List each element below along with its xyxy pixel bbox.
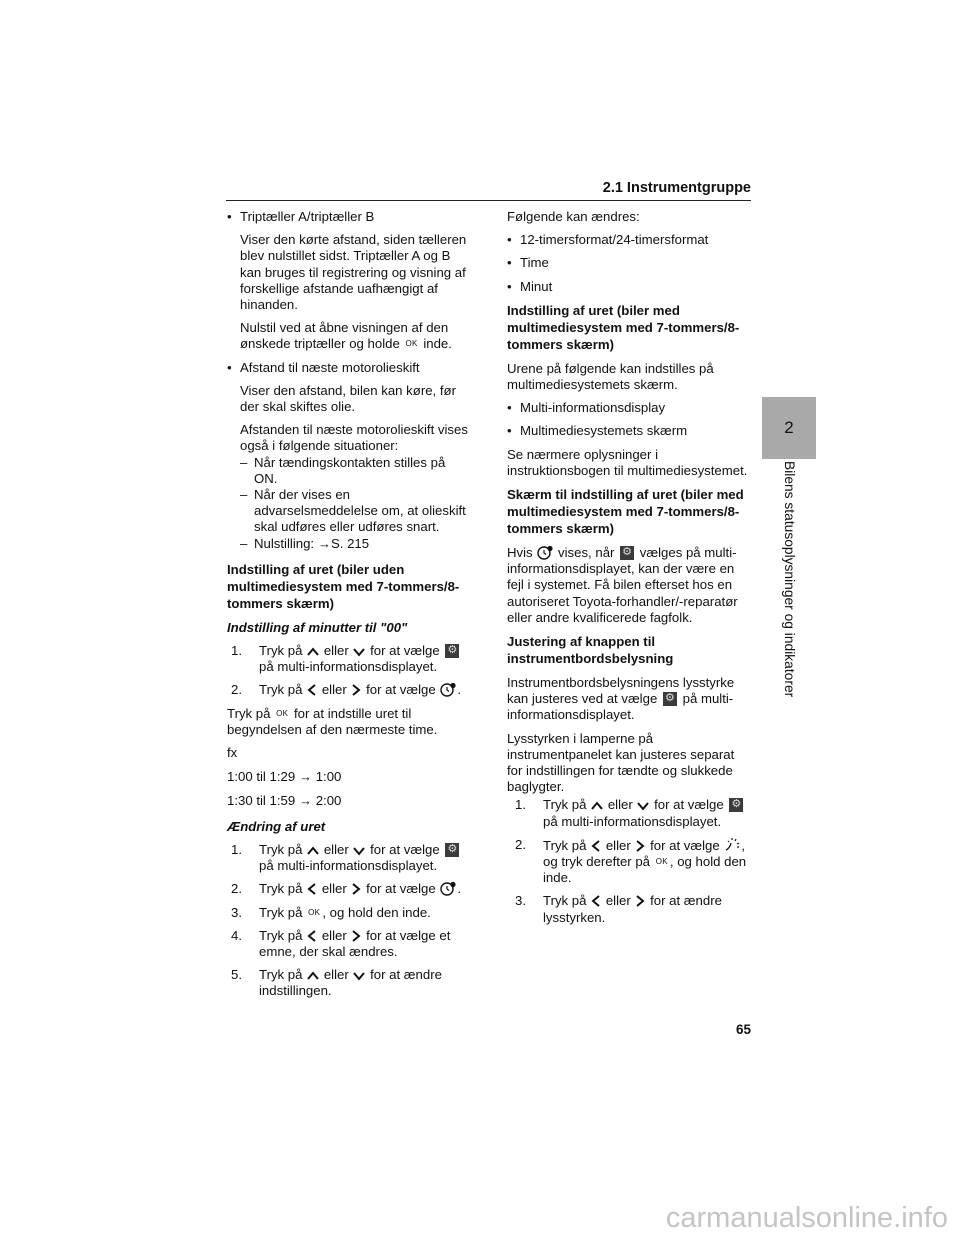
chapter-number: 2 [784,418,794,437]
step-item: 1. Tryk på eller for at vælge ⚙ på multi-informationsdisplayet. [511,797,752,829]
fault-text: Hvis vises, når ⚙ vælges på multi-informationsdisplayet, kan der være en fejl i systemet. Få bilen efterset hos en autoriseret Toyota-forhandler/-reparatør eller andre kvalificerede fagfolk. [507,545,752,626]
ok-icon: OK [405,339,418,349]
settings-gear-icon [620,546,634,560]
chevron-right-icon [350,929,362,943]
page-number: 65 [735,1022,751,1037]
settings-gear-icon [445,644,459,658]
bullet-oil: • Afstand til næste motorolieskift [227,360,472,376]
section-header: 2.1 Instrumentgruppe [602,180,751,196]
list-item: • Multimediesystemets skærm [507,423,752,439]
lighting-separate-text: Lysstyrken i lamperne på instrumentpanelet kan justeres separat for indstillingen for tændte og slukkede baglygter. [507,730,735,795]
chevron-up-icon [306,970,320,982]
chevron-up-icon [306,845,320,857]
step-item: 3. Tryk på OK , og hold den inde. [231,904,431,920]
subheading-minutes: Indstilling af minutter til "00" [227,619,408,635]
step-item: 4. Tryk på eller for at vælge et emne, der skal ændres. [231,927,451,959]
watermark: carmanualsonline.info [665,1202,948,1234]
ok-instruction: Tryk på OK for at indstille uret til begyndelsen af den nærmeste time. [227,705,438,737]
chevron-left-icon [306,882,318,896]
example-line: 1:00 til 1:29 → 1:00 [227,769,342,785]
chevron-down-icon [352,970,366,982]
brightness-icon [723,837,741,853]
multimedia-text: Urene på følgende kan indstilles på multimediesystemets skærm. [507,360,714,393]
step-item: 2. Tryk på eller for at vælge . [231,881,462,897]
dash-item: – Nulstilling: →S. 215 [240,535,370,551]
ok-icon: OK [655,857,668,867]
oil-situations: Afstanden til næste motorolieskift vises også i følgende situationer: [240,422,468,454]
chevron-down-icon [636,800,650,812]
chevron-left-icon [590,839,602,853]
clock-settings-icon [439,682,457,697]
list-item: • Multi-informationsdisplay [507,400,752,416]
list-item: • Minut [507,279,752,295]
list-item: • 12-timersformat/24-timersformat [507,232,752,248]
oil-desc: Viser den afstand, bilen kan køre, før der skal skiftes olie. [240,382,456,415]
chevron-up-icon [590,800,604,812]
step-item: 5. Tryk på eller for at ændre indstillingen. [231,967,442,999]
lighting-text: Instrumentbordsbelysningens lysstyrke kan justeres ved at vælge ⚙ på multi-informationsdisplayet. [507,675,752,724]
right-column [507,209,752,933]
step-item: 1. Tryk på eller for at vælge ⚙ på multi-informationsdisplayet. [227,643,472,675]
settings-gear-icon [445,843,459,857]
dash-item: – Når der vises en advarselsmeddelelse om, at olieskift skal udføres eller udføres snart. [240,487,466,535]
trip-reset: Nulstil ved at åbne visningen af den ønskede triptæller og holde OK inde. [240,320,452,352]
clock-settings-icon [439,881,457,896]
clock-settings-icon [536,545,554,560]
chevron-left-icon [306,683,318,697]
step-item: 2. Tryk på eller for at vælge . [231,682,462,698]
chevron-right-icon [634,894,646,908]
step-item: 2. Tryk på eller for at vælge , og tryk derefter på OK , og hold den inde. [515,836,747,886]
chapter-title: Bilens statusoplysninger og indikatorer [782,461,797,698]
chevron-right-icon [350,683,362,697]
intro-text: Følgende kan ændres: [507,209,640,224]
heading-dash-lighting: Justering af knappen til instrumentbordsbelysning [507,634,674,667]
step-item: 1. Tryk på eller for at vælge ⚙ på multi-informationsdisplayet. [227,842,472,874]
chevron-left-icon [306,929,318,943]
header-rule [226,200,751,201]
chevron-up-icon [306,646,320,658]
example-label: fx [227,745,238,761]
chevron-right-icon [634,839,646,853]
settings-gear-icon [663,692,677,706]
trip-desc: Viser den kørte afstand, siden tælleren blev nulstillet sidst. Triptæller A og B kan bruges til registrering og visning af forskellige afstande uafhængigt af hinanden. [240,232,467,313]
settings-gear-icon [729,798,743,812]
chevron-right-icon [350,882,362,896]
bullet-trip: • Triptæller A/triptæller B [227,209,472,225]
subheading-change-clock: Ændring af uret [227,818,326,834]
heading-clock-no-multimedia: Indstilling af uret (biler uden multimediesystem med 7-tommers/8-tommers skærm) [227,561,460,611]
ok-icon: OK [276,708,289,718]
chevron-left-icon [590,894,602,908]
step-item: 3. Tryk på eller for at ændre lysstyrken. [515,893,722,925]
heading-clock-multimedia: Indstilling af uret (biler med multimediesystem med 7-tommers/8-tommers skærm) [507,302,740,352]
example-line: 1:30 til 1:59 → 2:00 [227,793,342,809]
chevron-down-icon [352,646,366,658]
chevron-down-icon [352,845,366,857]
list-item: • Time [507,255,752,271]
heading-clock-screen: Skærm til indstilling af uret (biler med multimediesystem med 7-tommers/8-tommers skærm) [507,487,744,537]
ok-icon: OK [308,907,321,917]
dash-item: – Når tændingskontakten stilles på ON. [240,454,446,486]
see-manual-text: Se nærmere oplysninger i instruktionsbogen til multimediesystemet. [507,446,748,478]
left-column [227,209,472,1007]
